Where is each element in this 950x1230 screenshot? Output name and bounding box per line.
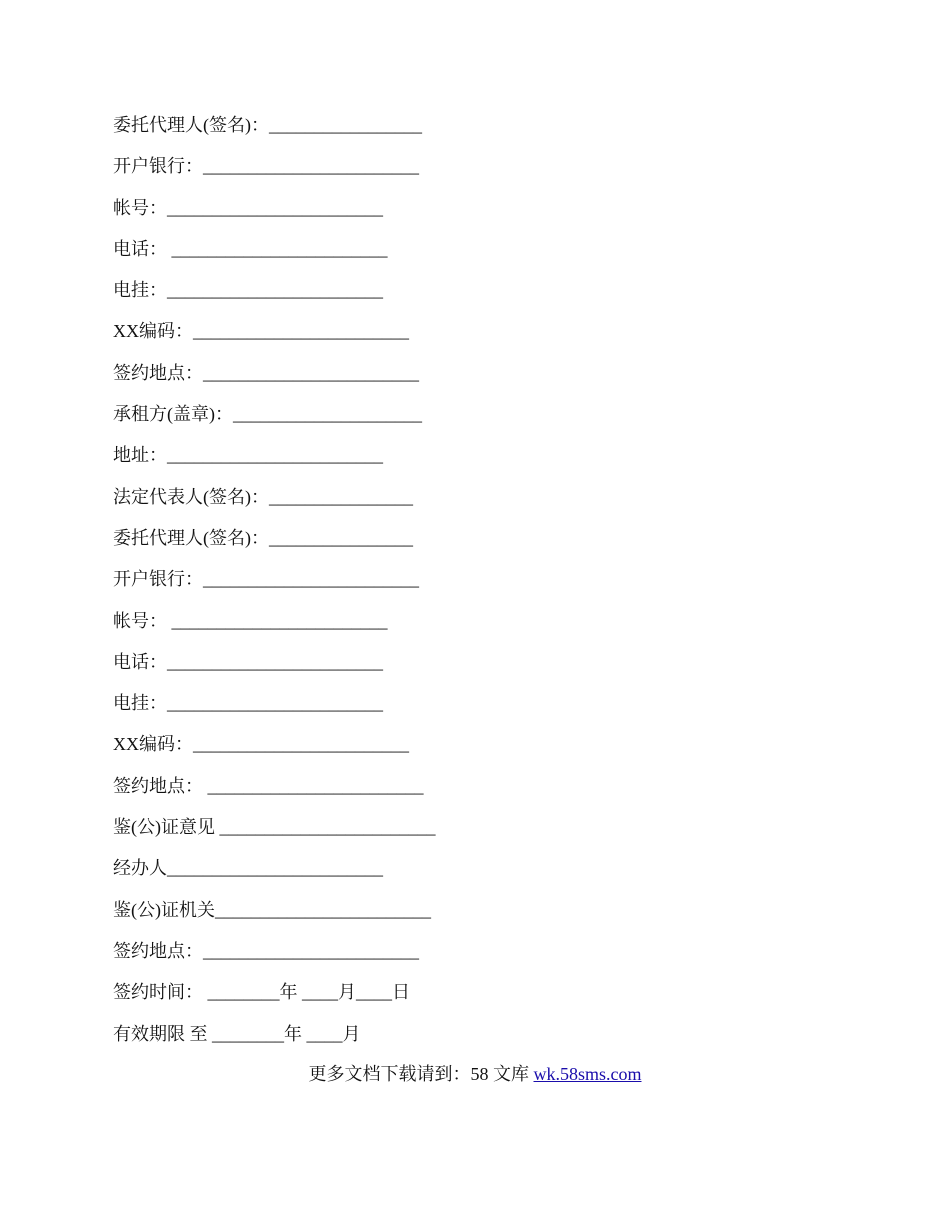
line-signing-place: 签约地点：________________________ [113, 362, 419, 383]
line-signing-place-3: 签约地点：________________________ [113, 940, 419, 961]
line-bank-2: 开户银行：________________________ [113, 569, 419, 590]
line-agent-signature-2: 委托代理人(签名)：________________ [113, 527, 413, 548]
line-telegraph: 电挂：________________________ [113, 280, 383, 301]
line-bank: 开户银行：________________________ [113, 156, 419, 177]
line-account: 帐号：________________________ [113, 197, 383, 218]
line-handler: 经办人________________________ [113, 858, 383, 879]
footer-prefix: 更多文档下载请到：58 文库 [308, 1064, 534, 1084]
line-phone: 电话： ________________________ [113, 238, 388, 259]
form-lines [113, 112, 873, 1062]
line-signing-place-2: 签约地点： ________________________ [113, 775, 424, 796]
line-telegraph-2: 电挂：________________________ [113, 693, 383, 714]
line-signing-time: 签约时间： ________年 ____月____日 [113, 982, 410, 1003]
line-account-2: 帐号： ________________________ [113, 610, 388, 631]
line-lessee-seal: 承租方(盖章)：_____________________ [113, 404, 422, 425]
line-legal-rep-signature: 法定代表人(签名)：________________ [113, 486, 413, 507]
line-phone-2: 电话：________________________ [113, 651, 383, 672]
line-notary-authority: 鉴(公)证机关________________________ [113, 899, 431, 920]
line-agent-signature: 委托代理人(签名)：_________________ [113, 115, 422, 135]
line-validity-period: 有效期限 至 ________年 ____月 [113, 1023, 361, 1044]
footer-download-note [0, 1061, 950, 1087]
line-address: 地址：________________________ [113, 445, 383, 466]
line-notary-opinion: 鉴(公)证意见 ________________________ [113, 817, 436, 838]
line-code-2: XX编码：________________________ [113, 734, 409, 755]
line-code: XX编码：________________________ [113, 321, 409, 342]
footer-link[interactable]: wk.58sms.com [533, 1064, 642, 1084]
